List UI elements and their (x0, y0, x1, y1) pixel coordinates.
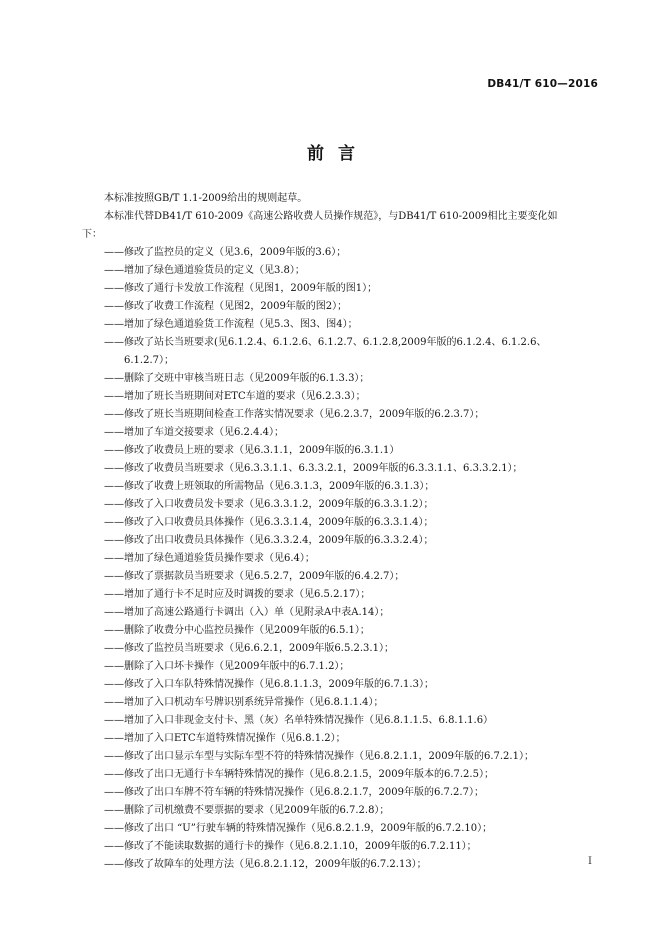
change-item: ——修改了通行卡发放工作流程（见图1，2009年版的图1）； (104, 283, 378, 294)
change-item: ——增加了入口ETC车道特殊情况操作（见6.8.1.2）； (104, 733, 346, 744)
change-item: ——修改了收费上班领取的所需物品（见6.3.1.3，2009年版的6.3.1.3）； (104, 481, 435, 492)
change-item: ——修改了站长当班要求(见6.1.2.4、6.1.2.6、6.1.2.7、6.1.2.8,2009年版的6.1.2.4、6.1.2.6、 (104, 337, 547, 348)
page-title: 前言 (307, 144, 369, 164)
change-item: ——删除了入口坏卡操作（见2009年版中的6.7.1.2）； (104, 661, 350, 672)
change-item: ——增加了车道交接要求（见6.2.4.4）； (104, 427, 284, 438)
change-item: ——修改了班长当班期间检查工作落实情况要求（见6.2.3.7，2009年版的6.2.3.7）； (104, 409, 485, 420)
intro-paragraph-2-continued: 下： (82, 229, 102, 240)
change-item: ——修改了监控员当班要求（见6.6.2.1，2009年版6.5.2.3.1）； (104, 643, 394, 654)
change-item: ——增加了绿色通道验货员操作要求（见6.4）； (104, 553, 315, 564)
change-item: ——修改了收费工作流程（见图2，2009年版的图2）； (104, 301, 348, 312)
intro-paragraph-2: 本标准代替DB41/T 610-2009《高速公路收费人员操作规范》，与DB41/T 610-2009相比主要变化如 (104, 211, 558, 222)
page-number: I (588, 856, 592, 867)
change-item: ——修改了出口 “U”行驶车辆的特殊情况操作（见6.8.2.1.9，2009年版的6.7.2.10）； (104, 823, 493, 834)
change-item: ——增加了高速公路通行卡调出（入）单（见附录A中表A.14）； (104, 607, 390, 618)
change-item: ——增加了入口机动车号牌识别系统异常操作（见6.8.1.1.4）； (104, 697, 384, 708)
change-item: ——删除了收费分中心监控员操作（见2009年版的6.5.1）； (104, 625, 370, 636)
change-item: ——增加了绿色通道验货工作流程（见5.3、图3、图4）； (104, 319, 358, 330)
change-item: ——修改了出口收费员具体操作（见6.3.3.2.4，2009年版的6.3.3.2.4）； (104, 535, 434, 546)
document-body (82, 190, 602, 874)
change-item: ——增加了班长当班期间对ETC车道的要求（见6.2.3.3）； (104, 391, 366, 402)
document-code: DB41/T 610—2016 (487, 78, 598, 90)
change-item: ——修改了入口收费员具体操作（见6.3.3.1.4，2009年版的6.3.3.1.4）； (104, 517, 434, 528)
change-item: ——修改了出口无通行卡车辆特殊情况的操作（见6.8.2.1.5，2009年版本的6.7.2.5）； (104, 769, 494, 780)
change-item: ——修改了票据款员当班要求（见6.5.2.7，2009年版的6.4.2.7）； (104, 571, 405, 582)
change-item: ——删除了司机缴费不要票据的要求（见2009年版的6.7.2.8）； (104, 805, 390, 816)
change-item: ——增加了通行卡不足时应及时调拨的要求（见6.5.2.17）； (104, 589, 371, 600)
change-item: ——增加了入口非现金支付卡、黑（灰）名单特殊情况操作（见6.8.1.1.5、6.8.1.1.6） (104, 715, 494, 726)
change-item: ——修改了不能读取数据的通行卡的操作（见6.8.2.1.10，2009年版的6.7.2.11）； (104, 841, 477, 852)
intro-paragraph-1: 本标准按照GB/T 1.1-2009给出的规则起草。 (104, 193, 308, 204)
change-item: ——修改了收费员上班的要求（见6.3.1.1，2009年版的6.3.1.1） (104, 445, 400, 456)
change-item: ——修改了出口车牌不符车辆的特殊情况操作（见6.8.2.1.7，2009年版的6.7.2.7）； (104, 787, 484, 798)
change-item: ——修改了出口显示车型与实际车型不符的特殊情况操作（见6.8.2.1.1，2009年版的6.7.2.1）； (104, 751, 534, 762)
change-item: ——增加了绿色通道验货员的定义（见3.8）； (104, 265, 305, 276)
change-item: ——修改了入口收费员发卡要求（见6.3.3.1.2，2009年版的6.3.3.1.2）； (104, 499, 434, 510)
change-item-continued: 6.1.2.7）； (124, 355, 174, 366)
change-item: ——删除了交班中审核当班日志（见2009年版的6.1.3.3）； (104, 373, 370, 384)
change-item: ——修改了入口车队特殊情况操作（见6.8.1.1.3，2009年版的6.7.1.3）； (104, 679, 434, 690)
change-item: ——修改了监控员的定义（见3.6，2009年版的3.6）； (104, 247, 347, 258)
change-item: ——修改了故障车的处理方法（见6.8.2.1.12，2009年版的6.7.2.13）； (104, 859, 427, 870)
change-item: ——修改了收费员当班要求（见6.3.3.1.1、6.3.3.2.1，2009年版的6.3.3.1.1、6.3.3.2.1）； (104, 463, 523, 474)
